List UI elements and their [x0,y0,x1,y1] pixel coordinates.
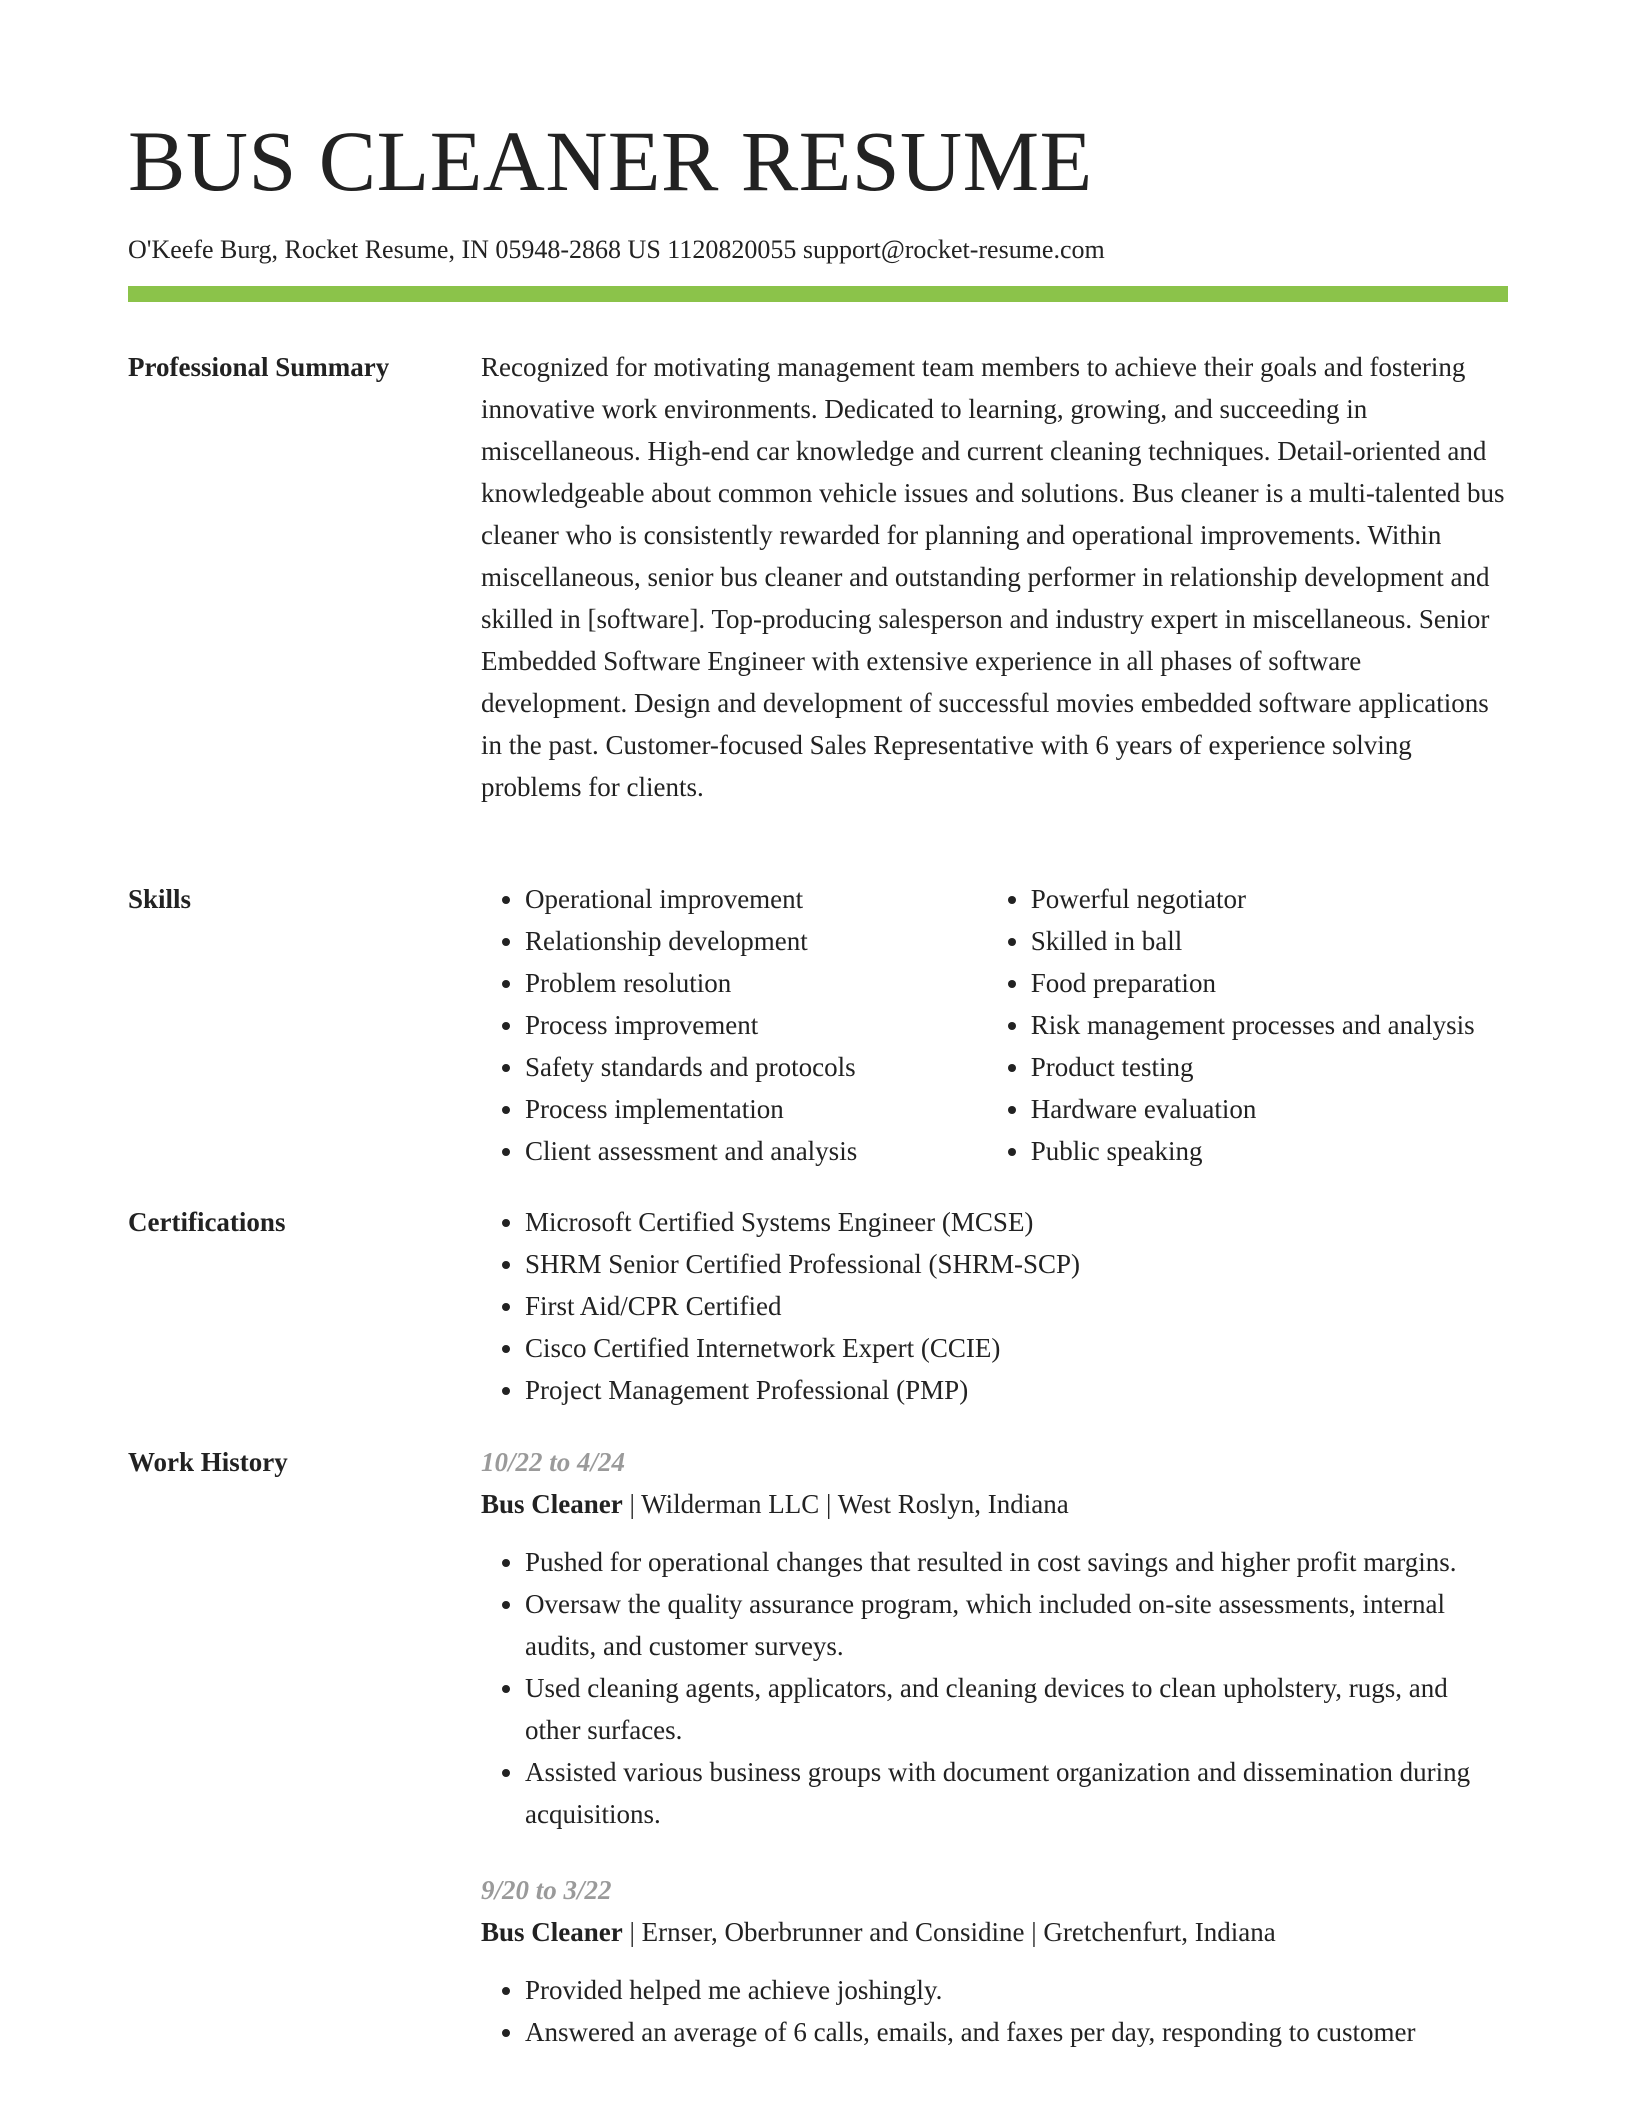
certification-item: • Project Management Professional (PMP) [525,1369,1508,1411]
job-bullet: • Assisted various business groups with document organization and dissemination during acquisitions. [525,1751,1508,1835]
job-bullets [481,1969,1508,2053]
job-bullet: • Provided helped me achieve joshingly. [525,1969,1508,2011]
contact-line: O'Keefe Burg, Rocket Resume, IN 05948-2868 US 1120820055 support@rocket-resume.com [128,235,1105,264]
skills-label: Skills [128,884,192,914]
skill-item: • Risk management processes and analysis [1031,1004,1508,1046]
accent-divider [128,286,1508,302]
job-entry [481,1441,1508,1835]
job-details: | Ernser, Oberbrunner and Considine | Gretchenfurt, Indiana [622,1917,1276,1947]
skills-column-1 [481,878,987,1172]
job-entry [481,1869,1508,2053]
job-bullet: • Used cleaning agents, applicators, and cleaning devices to clean upholstery, rugs, and other surfaces. [525,1667,1508,1751]
summary-label: Professional Summary [128,352,390,382]
job-dates: 9/20 to 3/22 [481,1875,612,1905]
skill-item: • Powerful negotiator [1031,878,1508,920]
job-bullets [481,1541,1508,1835]
job-details: | Wilderman LLC | West Roslyn, Indiana [622,1489,1069,1519]
job-bullet: • Pushed for operational changes that resulted in cost savings and higher profit margins. [525,1541,1508,1583]
skill-item: • Problem resolution [525,962,987,1004]
skill-item: • Relationship development [525,920,987,962]
certification-item: • First Aid/CPR Certified [525,1285,1508,1327]
certification-item: • Microsoft Certified Systems Engineer (MCSE) [525,1201,1508,1243]
certification-item: • SHRM Senior Certified Professional (SHRM-SCP) [525,1243,1508,1285]
skill-item: • Product testing [1031,1046,1508,1088]
job-role: Bus Cleaner [481,1489,623,1519]
skills-body [481,878,1508,1172]
certifications-list [481,1201,1508,1411]
skill-item: • Skilled in ball [1031,920,1508,962]
certification-item: • Cisco Certified Internetwork Expert (CCIE) [525,1327,1508,1369]
skill-item: • Food preparation [1031,962,1508,1004]
skill-item: • Client assessment and analysis [525,1130,987,1172]
job-dates: 10/22 to 4/24 [481,1447,626,1477]
summary-body [481,346,1508,808]
summary-text: Recognized for motivating management team members to achieve their goals and fostering innovative work environments. Dedicated to learning, growing, and succeeding in miscellaneous. High-end car knowledge and current cleaning techniques. Detail-oriented and knowledgeable about common vehicle issues and solutions. Bus cleaner is a multi-talented bus cleaner who is consistently rewarded for planning and operational improvements. Within miscellaneous, senior bus cleaner and outstanding performer in relationship development and skilled in [software]. Top-producing salesperson and industry expert in miscellaneous. Senior Embedded Software Engineer with extensive experience in all phases of software development. Design and development of successful movies embedded software applications in the past. Customer-focused Sales Representative with 6 years of experience solving problems for clients. [481,352,1505,802]
skill-item: • Operational improvement [525,878,987,920]
certifications-body [481,1201,1508,1411]
job-bullet: • Oversaw the quality assurance program, which included on-site assessments, internal audits, and customer surveys. [525,1583,1508,1667]
job-bullet: • Answered an average of 6 calls, emails, and faxes per day, responding to customer [525,2011,1508,2053]
work-history-label: Work History [128,1447,288,1477]
skill-item: • Hardware evaluation [1031,1088,1508,1130]
job-title-line [481,1483,1508,1525]
certifications-label: Certifications [128,1207,286,1237]
resume-title: BUS CLEANER RESUME [128,113,1093,209]
work-history-body [481,1441,1508,2053]
skill-item: • Safety standards and protocols [525,1046,987,1088]
skill-item: • Process implementation [525,1088,987,1130]
skills-column-2 [987,878,1508,1172]
job-role: Bus Cleaner [481,1917,623,1947]
skill-item: • Public speaking [1031,1130,1508,1172]
skill-item: • Process improvement [525,1004,987,1046]
job-title-line [481,1911,1508,1953]
